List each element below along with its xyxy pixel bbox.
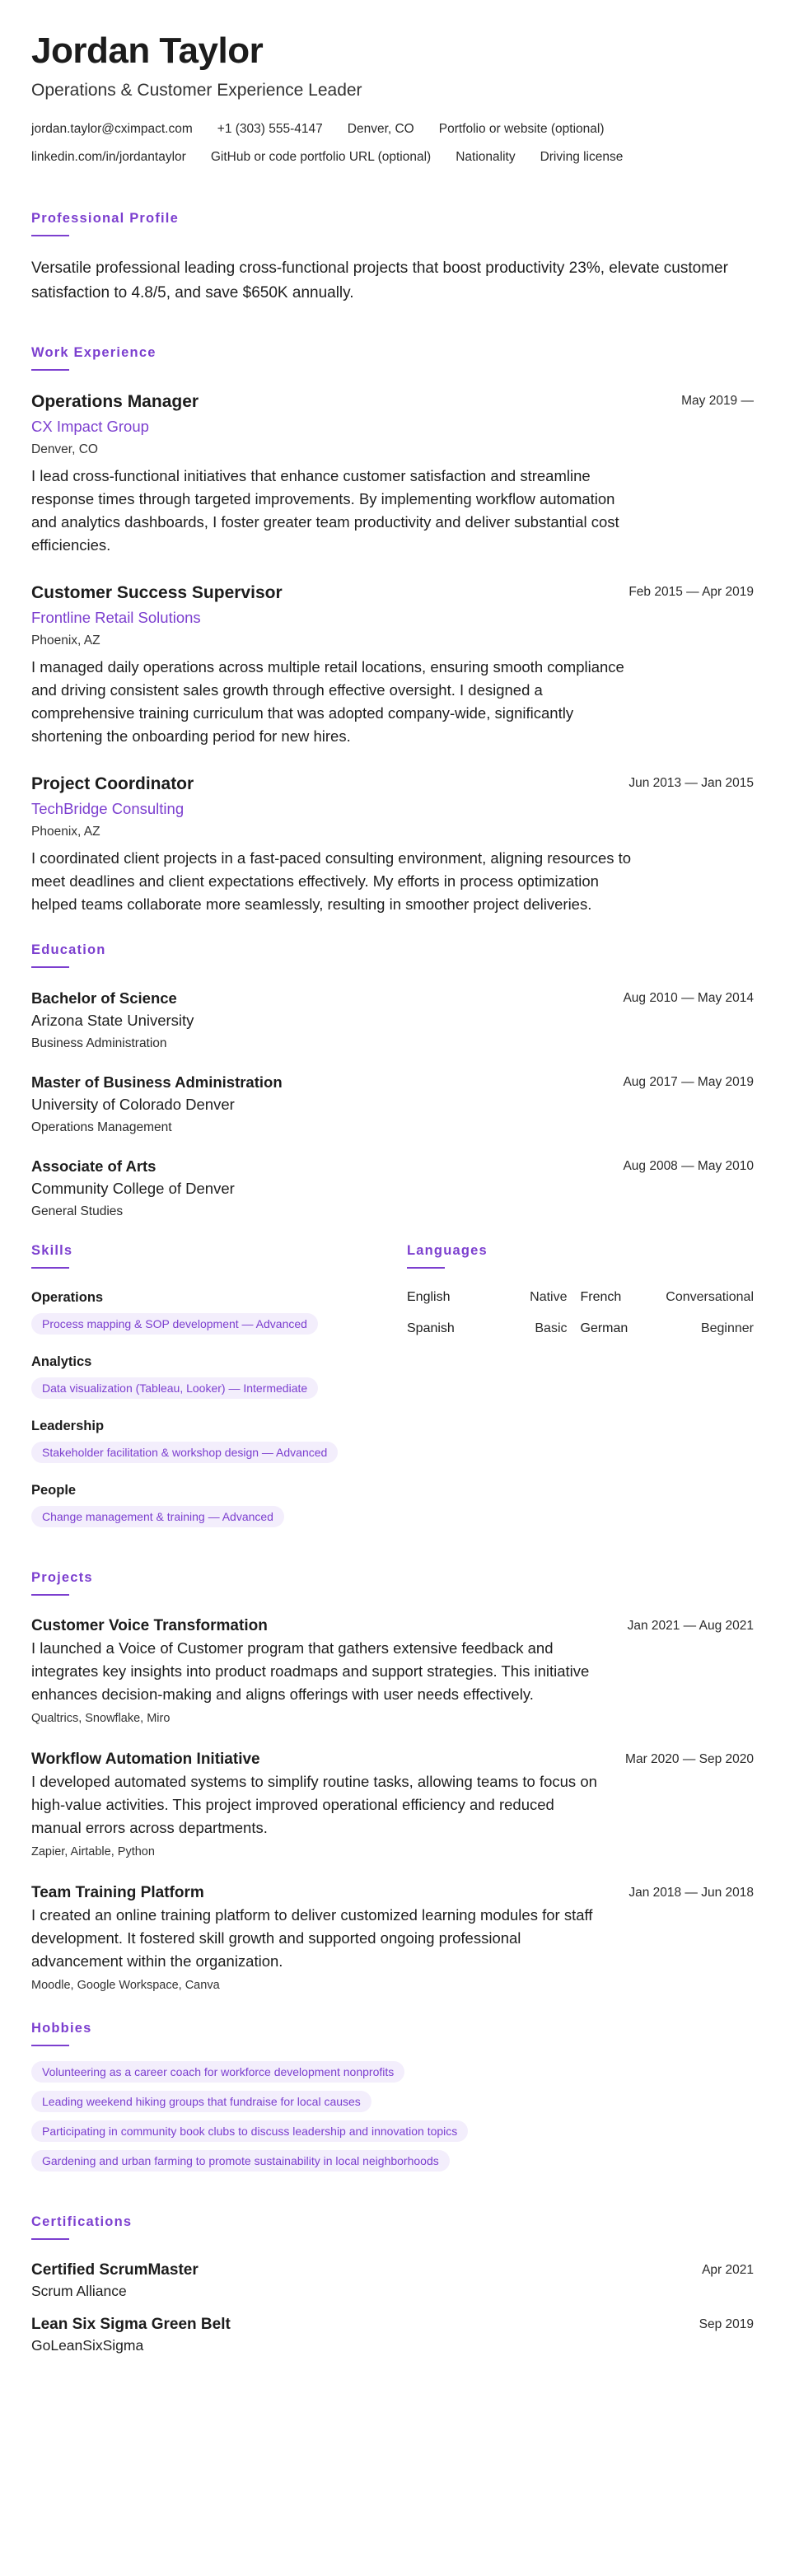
heading-divider	[31, 369, 69, 371]
job-company: Frontline Retail Solutions	[31, 609, 201, 626]
certification-name: Lean Six Sigma Green Belt	[31, 2316, 231, 2333]
language-name: German	[580, 1321, 628, 1335]
heading-divider	[31, 1594, 69, 1596]
section-heading-hobbies: Hobbies	[31, 2021, 92, 2036]
skill-group	[31, 1481, 407, 1527]
project-list	[31, 1615, 754, 1994]
language-item	[407, 1282, 581, 1313]
skill-group	[31, 1288, 407, 1335]
candidate-name: Jordan Taylor	[31, 30, 264, 71]
language-level: Native	[530, 1290, 568, 1304]
project-entry	[31, 1749, 754, 1861]
job-entry	[31, 582, 754, 748]
contact-location: Denver, CO	[347, 122, 414, 136]
job-dates: May 2019 —	[681, 394, 754, 408]
heading-divider	[31, 966, 69, 968]
education-entry	[31, 1156, 754, 1222]
skills-languages-row	[31, 1241, 754, 1545]
school: University of Colorado Denver	[31, 1096, 235, 1113]
project-dates: Jan 2021 — Aug 2021	[627, 1619, 754, 1633]
job-description: I managed daily operations across multiple retail locations, ensuring smooth compliance and driving consistent sales growth through effective oversight. I designed a comprehensive training curriculum that was adopted company-wide, significantly shortening the onboarding period for new hires.	[31, 658, 624, 745]
education-dates: Aug 2010 — May 2014	[623, 991, 754, 1005]
contact-linkedin[interactable]: linkedin.com/in/jordantaylor	[31, 150, 186, 164]
skill-tag: Change management & training — Advanced	[31, 1506, 284, 1527]
heading-divider	[31, 2238, 69, 2240]
project-tools: Qualtrics, Snowflake, Miro	[31, 1712, 171, 1725]
skill-category: Analytics	[31, 1354, 92, 1369]
projects-section	[31, 1569, 754, 1994]
section-heading-education: Education	[31, 942, 106, 957]
heading-divider	[31, 235, 69, 236]
language-level: Basic	[535, 1321, 568, 1335]
heading-divider	[407, 1267, 445, 1269]
education-entry	[31, 1072, 754, 1138]
project-dates: Mar 2020 — Sep 2020	[625, 1752, 754, 1766]
job-entry	[31, 390, 754, 557]
contact-phone[interactable]: +1 (303) 555-4147	[217, 122, 323, 136]
project-description: I developed automated systems to simplify routine tasks, allowing teams to focus on high-value activities. This project improved operational efficiency and reduced manual errors across departments.	[31, 1773, 597, 1836]
contact-nationality: Nationality	[456, 150, 516, 164]
skill-group	[31, 1353, 407, 1399]
field-of-study: Business Administration	[31, 1036, 167, 1050]
skill-group	[31, 1417, 407, 1463]
contact-github[interactable]: GitHub or code portfolio URL (optional)	[210, 150, 432, 164]
profile-section	[31, 209, 754, 306]
hobby-tag: Gardening and urban farming to promote sustainability in local neighborhoods	[31, 2150, 450, 2172]
skill-category: Operations	[31, 1290, 104, 1305]
school: Community College of Denver	[31, 1180, 235, 1197]
project-name: Team Training Platform	[31, 1884, 204, 1901]
language-name: Spanish	[407, 1321, 455, 1335]
certification-issuer: Scrum Alliance	[31, 2283, 127, 2299]
job-title: Operations Manager	[31, 392, 199, 411]
certification-date: Sep 2019	[699, 2317, 754, 2331]
project-name: Workflow Automation Initiative	[31, 1751, 260, 1768]
project-dates: Jan 2018 — Jun 2018	[628, 1886, 754, 1900]
certification-entry	[31, 2260, 754, 2301]
job-location: Denver, CO	[31, 442, 98, 456]
hobby-tag: Participating in community book clubs to discuss leadership and innovation topics	[31, 2120, 468, 2142]
contact-list	[31, 115, 754, 171]
job-description: I coordinated client projects in a fast-paced consulting environment, aligning resources to meet deadlines and client expectations effectively. My efforts in process optimization helped teams collaborate more seamlessly, resulting in smoother project deliveries.	[31, 849, 632, 913]
field-of-study: Operations Management	[31, 1120, 172, 1134]
candidate-title: Operations & Customer Experience Leader	[31, 81, 362, 100]
job-location: Phoenix, AZ	[31, 633, 100, 648]
resume-header	[31, 30, 754, 171]
project-name: Customer Voice Transformation	[31, 1617, 268, 1634]
job-dates: Feb 2015 — Apr 2019	[628, 585, 754, 599]
job-title: Project Coordinator	[31, 774, 194, 793]
job-entry	[31, 773, 754, 916]
contact-driving-license: Driving license	[540, 150, 624, 164]
job-company: CX Impact Group	[31, 418, 149, 435]
education-section	[31, 941, 754, 1222]
job-company: TechBridge Consulting	[31, 800, 185, 817]
language-name: French	[580, 1290, 622, 1304]
hobby-tag: Leading weekend hiking groups that fundraise for local causes	[31, 2091, 371, 2112]
skills-section	[31, 1241, 407, 1545]
degree: Bachelor of Science	[31, 989, 177, 1007]
contact-portfolio[interactable]: Portfolio or website (optional)	[438, 122, 605, 136]
heading-divider	[31, 1267, 69, 1269]
section-heading-profile: Professional Profile	[31, 211, 179, 226]
job-location: Phoenix, AZ	[31, 825, 100, 839]
project-entry	[31, 1882, 754, 1994]
language-name: English	[407, 1290, 451, 1304]
section-heading-skills: Skills	[31, 1243, 73, 1258]
school: Arizona State University	[31, 1012, 194, 1029]
job-list	[31, 390, 754, 916]
project-description: I created an online training platform to deliver customized learning modules for staff development. It fostered skill growth and supported ongoing professional advancement within the organization.	[31, 1906, 593, 1970]
certification-entry	[31, 2314, 754, 2355]
education-dates: Aug 2017 — May 2019	[623, 1075, 754, 1089]
section-heading-certifications: Certifications	[31, 2214, 133, 2229]
section-heading-languages: Languages	[407, 1243, 488, 1258]
contact-email[interactable]: jordan.taylor@cximpact.com	[31, 122, 193, 136]
language-list	[407, 1282, 754, 1344]
section-heading-projects: Projects	[31, 1570, 93, 1585]
hobby-tag: Volunteering as a career coach for workforce development nonprofits	[31, 2061, 404, 2083]
skill-groups	[31, 1288, 407, 1527]
project-tools: Zapier, Airtable, Python	[31, 1845, 155, 1858]
education-dates: Aug 2008 — May 2010	[623, 1159, 754, 1173]
project-tools: Moodle, Google Workspace, Canva	[31, 1979, 220, 1992]
languages-section	[407, 1241, 754, 1545]
experience-section	[31, 344, 754, 916]
degree: Associate of Arts	[31, 1157, 157, 1175]
language-item	[407, 1313, 581, 1344]
project-description: I launched a Voice of Customer program that gathers extensive feedback and integrates key insights into product roadmaps and support strategies. This initiative enhances decision-making and aligns offerings with user needs effectively.	[31, 1639, 590, 1703]
project-entry	[31, 1615, 754, 1727]
language-item	[581, 1313, 755, 1344]
degree: Master of Business Administration	[31, 1073, 283, 1091]
education-list	[31, 988, 754, 1222]
profile-summary: Versatile professional leading cross-functional projects that boost productivity 23%, elevate customer satisfaction to 4.8/5, and save $650K annually.	[31, 259, 728, 302]
skill-category: People	[31, 1483, 77, 1498]
skill-tag: Stakeholder facilitation & workshop design — Advanced	[31, 1442, 338, 1463]
heading-divider	[31, 2045, 69, 2046]
language-item	[581, 1282, 755, 1313]
certification-issuer: GoLeanSixSigma	[31, 2337, 144, 2354]
certification-list	[31, 2260, 754, 2355]
hobbies-section	[31, 2019, 754, 2180]
skill-tag: Data visualization (Tableau, Looker) — Intermediate	[31, 1377, 318, 1399]
skill-tag: Process mapping & SOP development — Advanced	[31, 1313, 318, 1335]
job-description: I lead cross-functional initiatives that enhance customer satisfaction and streamline response times through targeted improvements. By implementing workflow automation and analytics dashboards, I foster greater team productivity and deliver substantial cost efficiencies.	[31, 467, 619, 554]
skill-category: Leadership	[31, 1419, 105, 1433]
job-title: Customer Success Supervisor	[31, 583, 283, 602]
field-of-study: General Studies	[31, 1204, 124, 1218]
hobby-list	[31, 2061, 754, 2180]
section-heading-experience: Work Experience	[31, 345, 157, 360]
certification-name: Certified ScrumMaster	[31, 2261, 199, 2279]
language-level: Beginner	[700, 1321, 754, 1335]
job-dates: Jun 2013 — Jan 2015	[628, 776, 754, 790]
certifications-section	[31, 2213, 754, 2355]
language-level: Conversational	[666, 1290, 754, 1304]
education-entry	[31, 988, 754, 1054]
certification-date: Apr 2021	[702, 2263, 754, 2277]
